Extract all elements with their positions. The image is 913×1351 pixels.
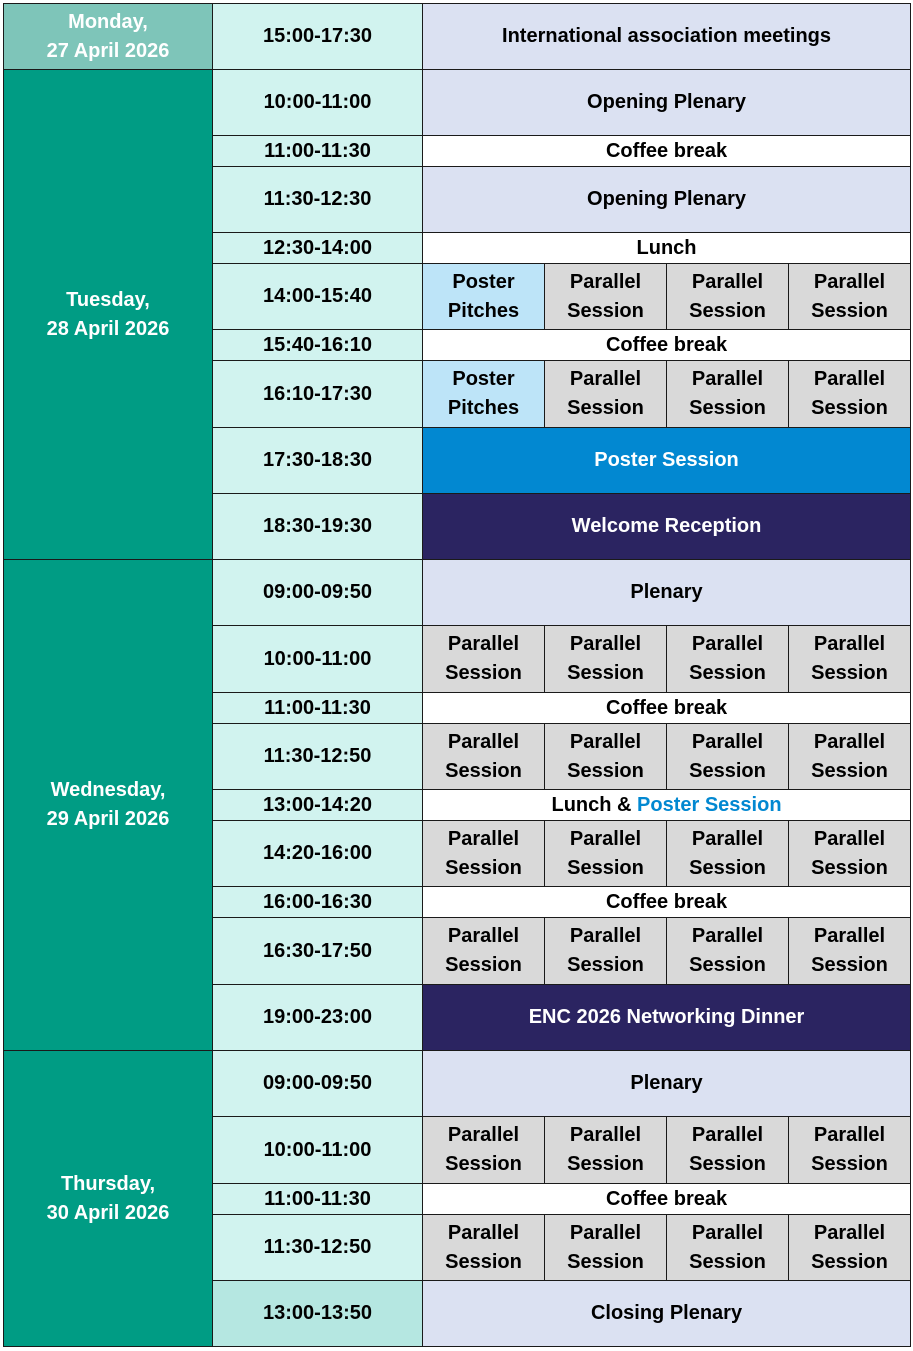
parallel-session: Parallel Session: [667, 918, 789, 985]
parallel-session: Parallel Session: [789, 724, 911, 790]
parallel-session: Parallel Session: [667, 724, 789, 790]
closing-plenary: Closing Plenary: [423, 1281, 911, 1347]
time-slot: 10:00-11:00: [213, 70, 423, 136]
time-slot: 11:30-12:50: [213, 1215, 423, 1281]
day-cell-thursday: Thursday, 30 April 2026: [4, 1051, 213, 1347]
time-slot: 10:00-11:00: [213, 626, 423, 693]
schedule-row: [4, 70, 911, 136]
parallel-session: Parallel Session: [667, 626, 789, 693]
time-slot: 12:30-14:00: [213, 233, 423, 264]
international-association-meetings: International association meetings: [423, 4, 911, 70]
time-slot: 11:00-11:30: [213, 136, 423, 167]
parallel-session: Parallel Session: [423, 918, 545, 985]
welcome-reception: Welcome Reception: [423, 494, 911, 560]
time-slot: 14:00-15:40: [213, 264, 423, 330]
poster-pitches: Poster Pitches: [423, 264, 545, 330]
parallel-session: Parallel Session: [789, 264, 911, 330]
parallel-session: Parallel Session: [423, 626, 545, 693]
parallel-session: Parallel Session: [423, 1215, 545, 1281]
time-slot: 16:10-17:30: [213, 361, 423, 428]
parallel-session: Parallel Session: [545, 626, 667, 693]
time-slot: 17:30-18:30: [213, 428, 423, 494]
time-slot: 18:30-19:30: [213, 494, 423, 560]
schedule-row: [4, 4, 911, 70]
parallel-session: Parallel Session: [667, 361, 789, 428]
time-slot: 10:00-11:00: [213, 1117, 423, 1184]
parallel-session: Parallel Session: [667, 1215, 789, 1281]
parallel-session: Parallel Session: [545, 918, 667, 985]
parallel-session: Parallel Session: [789, 626, 911, 693]
lunch-and-poster-session: [423, 790, 911, 821]
poster-session: Poster Session: [423, 428, 911, 494]
parallel-session: Parallel Session: [545, 1215, 667, 1281]
time-slot: 11:00-11:30: [213, 1184, 423, 1215]
opening-plenary: Opening Plenary: [423, 167, 911, 233]
time-slot: 13:00-13:50: [213, 1281, 423, 1347]
time-slot: 19:00-23:00: [213, 985, 423, 1051]
parallel-session: Parallel Session: [789, 361, 911, 428]
parallel-session: Parallel Session: [667, 264, 789, 330]
parallel-session: Parallel Session: [545, 264, 667, 330]
networking-dinner: ENC 2026 Networking Dinner: [423, 985, 911, 1051]
coffee-break: Coffee break: [423, 1184, 911, 1215]
schedule-row: [4, 1051, 911, 1117]
time-slot: 14:20-16:00: [213, 821, 423, 887]
time-slot: 15:00-17:30: [213, 4, 423, 70]
plenary: Plenary: [423, 560, 911, 626]
time-slot: 09:00-09:50: [213, 560, 423, 626]
parallel-session: Parallel Session: [545, 724, 667, 790]
parallel-session: Parallel Session: [423, 724, 545, 790]
poster-pitches: Poster Pitches: [423, 361, 545, 428]
coffee-break: Coffee break: [423, 330, 911, 361]
time-slot: 15:40-16:10: [213, 330, 423, 361]
time-slot: 13:00-14:20: [213, 790, 423, 821]
parallel-session: Parallel Session: [423, 1117, 545, 1184]
time-slot: 16:00-16:30: [213, 887, 423, 918]
time-slot: 11:00-11:30: [213, 693, 423, 724]
schedule-row: [4, 560, 911, 626]
parallel-session: Parallel Session: [667, 821, 789, 887]
coffee-break: Coffee break: [423, 136, 911, 167]
coffee-break: Coffee break: [423, 693, 911, 724]
parallel-session: Parallel Session: [789, 821, 911, 887]
parallel-session: Parallel Session: [667, 1117, 789, 1184]
lunch: Lunch: [423, 233, 911, 264]
time-slot: 16:30-17:50: [213, 918, 423, 985]
time-slot: 09:00-09:50: [213, 1051, 423, 1117]
conference-schedule-table: [3, 3, 911, 1347]
day-cell-wednesday: Wednesday, 29 April 2026: [4, 560, 213, 1051]
opening-plenary: Opening Plenary: [423, 70, 911, 136]
time-slot: 11:30-12:30: [213, 167, 423, 233]
day-cell-tuesday: Tuesday, 28 April 2026: [4, 70, 213, 560]
parallel-session: Parallel Session: [545, 1117, 667, 1184]
parallel-session: Parallel Session: [545, 821, 667, 887]
coffee-break: Coffee break: [423, 887, 911, 918]
parallel-session: Parallel Session: [789, 918, 911, 985]
parallel-session: Parallel Session: [789, 1117, 911, 1184]
parallel-session: Parallel Session: [789, 1215, 911, 1281]
poster-session-label: Poster Session: [637, 793, 782, 816]
plenary: Plenary: [423, 1051, 911, 1117]
day-cell-monday: Monday, 27 April 2026: [4, 4, 213, 70]
parallel-session: Parallel Session: [423, 821, 545, 887]
parallel-session: Parallel Session: [545, 361, 667, 428]
lunch-label: Lunch &: [551, 793, 638, 816]
time-slot: 11:30-12:50: [213, 724, 423, 790]
